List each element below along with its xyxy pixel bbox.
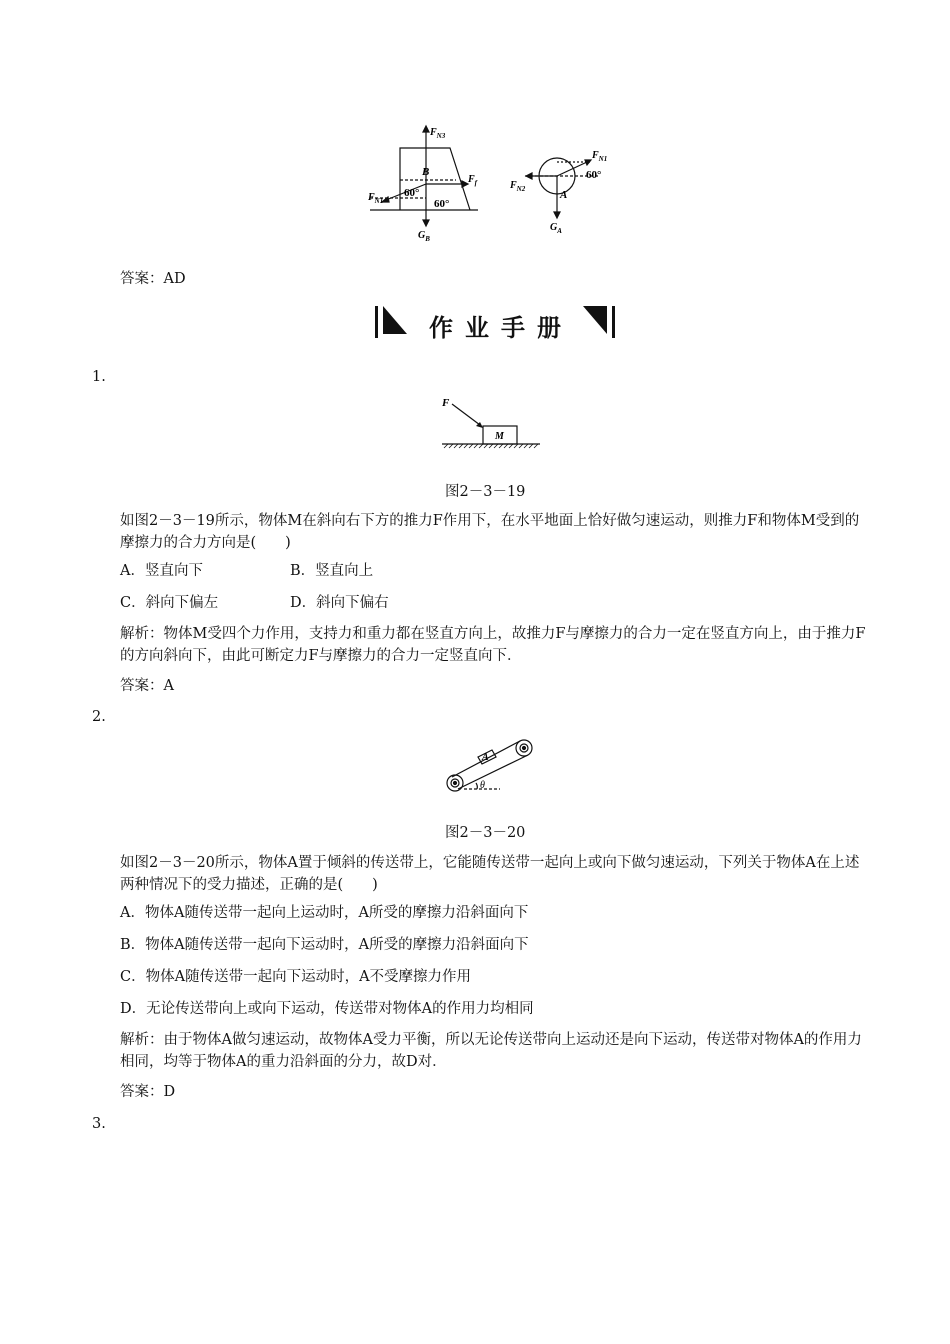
fn1b-label: $F_{N1}$ [592,150,608,163]
angle1-label: 60° [404,187,420,199]
gb-label: $G_B$ [418,230,430,243]
banner-title: 作业手册 [429,314,573,342]
q1-stem: 如图2－3－19所示，物体M在斜向右下方的推力F作用下，在水平地面上恰好做匀速运动，则推力F和物体M受到的摩擦力的合力方向是( ) [120,513,860,551]
q2-option-a: A．物体A随传送带一起向上运动时，A所受的摩擦力沿斜面向下 [120,905,529,921]
angle2-label: 60° [434,198,450,210]
q1-fig-m: M [495,431,504,442]
q2-option-b: B．物体A随传送带一起向下运动时，A所受的摩擦力沿斜面向下 [120,937,529,953]
fn3-label: $F_{N3}$ [430,127,446,140]
q1-analysis: 解析：物体M受四个力作用，支持力和重力都在竖直方向上，故推力F与摩擦力的合力一定在竖直方向上，由于推力F的方向斜向下，由此可断定力F与摩擦力的合力一定竖直向下． [120,626,866,664]
q1-figure [436,392,546,452]
q2-fig-theta: θ [480,780,485,791]
q1-caption: 图2－3－19 [445,484,526,500]
ball-a-diagram [525,158,598,218]
q1-option-a: A．竖直向下 [120,563,203,579]
fn2-label: $F_{N2}$ [510,180,526,193]
q2-option-d: D．无论传送带向上或向下运动，传送带对物体A的作用力均相同 [120,1001,534,1017]
q1-fig-f: F [442,397,450,409]
angle3-label: 60° [586,169,602,181]
force-diagram-figure [360,118,640,244]
q2-analysis: 解析：由于物体A做匀速运动，故物体A受力平衡，所以无论传送带向上运动还是向下运动，传送带对物体A的作用力相同，均等于物体A的重力沿斜面的分力，故D对． [120,1032,862,1070]
fn1-label: $F_{N1}$ [368,192,384,205]
b-label: B [422,166,430,178]
top-answer: 答案：AD [120,271,186,287]
q2-stem: 如图2－3－20所示，物体A置于倾斜的传送带上，它能随传送带一起向上或向下做匀速运动，下列关于物体A在上述两种情况下的受力描述，正确的是( ) [120,855,860,893]
q1-option-d: D．斜向下偏右 [290,595,389,611]
q2-figure [440,735,540,795]
ff-label: $F_f$ [468,174,478,187]
q2-option-c: C．物体A随传送带一起向下运动时，A不受摩擦力作用 [120,969,472,985]
ground-hatch [444,444,538,448]
q2-answer: 答案：D [120,1084,176,1100]
q2-number: 2. [92,709,106,725]
q3-number: 3. [92,1116,106,1132]
q2-fig-a: A [482,752,489,763]
q1-answer: 答案：A [120,678,174,694]
q1-option-c: C．斜向下偏左 [120,595,219,611]
section-banner [375,300,615,344]
a-label: A [560,189,568,201]
ga-label: $G_A$ [550,222,562,235]
q1-number: 1. [92,369,106,385]
q1-option-b: B．竖直向上 [290,563,374,579]
q2-caption: 图2－3－20 [445,825,526,841]
